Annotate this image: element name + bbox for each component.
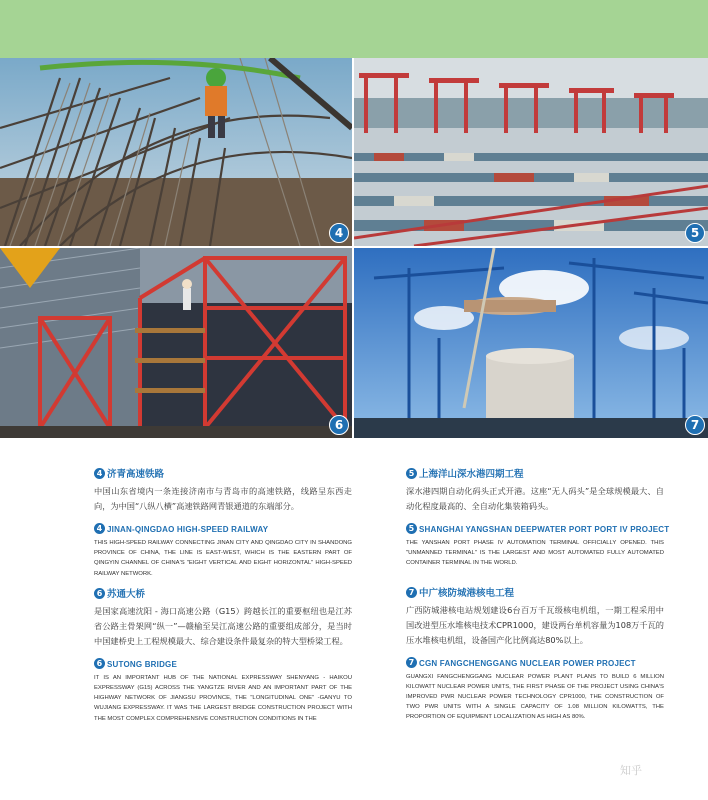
- photo-number-badge: 5: [685, 223, 705, 243]
- nuclear-plant-illustration: [354, 248, 708, 438]
- section-description: IT IS AN IMPORTANT HUB OF THE NATIONAL EXPRESSWAY SHENYANG - HAIKOU EXPRESSWAY (G15) ACROSS THE YANGTZE RIVER AND AN IMPORTANT PART OF THE HIGHWAY NETWORK OF JIANGSU PROVINCE, THE "LONGITUDINAL ONE" -GANYU TO WUJIANG EXPRESSWAY. IT WAS THE LARGEST BRIDGE CONSTRUCTION PROJECT WITH THE MOST COMPLEX COMPREHENSIVE CONSTRUCTION CONDITIONS IN THE: [94, 674, 352, 722]
- caption-fangchenggang-cn: [406, 587, 664, 648]
- section-description: THE YANSHAN PORT PHASE IV AUTOMATION TERMINAL OFFICIALLY OPENED. THIS "UNMANNED TERMINAL" IS THE LARGEST AND MOST AUTOMATED FULLY AUTOMATED CONTAINER TERMINAL IN THE WORLD.: [406, 540, 664, 567]
- section-description: 深水港四期自动化码头正式开港。这座“无人码头”是全球规模最大、自动化程度最高的、全自动化集装箱码头。: [406, 486, 664, 511]
- caption-fangchenggang-en: [406, 657, 664, 723]
- photo-number-badge: 6: [329, 415, 349, 435]
- photo-number-badge: 4: [329, 223, 349, 243]
- section-title: 济青高速铁路: [107, 469, 165, 480]
- watermark: 知乎: [620, 764, 642, 777]
- section-description: 是国家高速沈阳 - 海口高速公路（G15）跨越长江的重要枢纽也是江苏省公路主骨架网“纵一”—赣榆至吴江高速公路的重要组成部分，是当时中国建桥史上工程规模最大、综合建设条件最复杂的特大型桥梁工程。: [94, 605, 352, 646]
- section-title: CGN FANGCHENGGANG NUCLEAR POWER PROJECT: [419, 658, 636, 668]
- section-title: 中广核防城港核电工程: [419, 587, 515, 599]
- photo-nuclear-plant: [354, 248, 708, 438]
- caption-sutong-en: [94, 658, 352, 724]
- caption-sutong-cn: [94, 588, 352, 649]
- photo-number-badge: 7: [685, 415, 705, 435]
- section-number-badge: 5: [406, 523, 417, 534]
- caption-column-right: [406, 468, 670, 732]
- caption-jinan-qingdao-cn: [94, 468, 352, 514]
- top-green-band: [0, 0, 708, 58]
- section-description: GUANGXI FANGCHENGGANG NUCLEAR POWER PLANT PLANS TO BUILD 6 MILLION KILOWATT NUCLEAR POWER UNITS, THE FIRST PHASE OF THE PROJECT USING CHINA'S IMPROVED PWR NUCLEAR POWER TECHNOLOGY CPR1000, THE CONSTRUCTION OF TWO PWR UNITS WITH A SINGLE CAPACITY OF 1.08 MILLION KILOWATTS, THE PROPORTION OF EQUIPMENT LOCALIZATION AS HIGH AS 80%.: [406, 673, 664, 721]
- section-description: 广西防城港核电站规划建设6台百万千瓦级核电机组，一期工程采用中国改进型压水堆核电技术CPR1000，建设两台单机容量为108万千瓦的压水堆核电机组，设备国产化比例高达80%以上。: [406, 604, 664, 645]
- section-number-badge: 4: [94, 468, 105, 479]
- section-number-badge: 6: [94, 658, 105, 669]
- caption-column-left: [94, 468, 352, 733]
- section-title: SUTONG BRIDGE: [107, 659, 178, 669]
- section-number-badge: 7: [406, 587, 417, 598]
- section-number-badge: 7: [406, 657, 417, 668]
- caption-yangshan-cn: [406, 468, 664, 514]
- caption-yangshan-en: [406, 523, 670, 569]
- section-title: 苏通大桥: [107, 588, 146, 600]
- section-description: THIS HIGH-SPEED RAILWAY CONNECTING JINAN CITY AND QINGDAO CITY IN SHANDONG PROVINCE OF CHINA, THE LINE IS EAST-WEST, WHICH IS THE EASTERN PART OF QINGYIN CHANNEL OF CHINA'S "EIGHT VERTICAL AND EIGHT HORIZONTAL" HIGH-SPEED RAILWAY NETWORK.: [94, 540, 352, 577]
- section-number-badge: 6: [94, 588, 105, 599]
- railway-construction-illustration: [0, 58, 352, 246]
- container-port-illustration: [354, 58, 708, 246]
- section-number-badge: 4: [94, 523, 105, 534]
- photo-railway-construction: [0, 58, 352, 246]
- section-title: JINAN-QINGDAO HIGH-SPEED RAILWAY: [107, 525, 269, 534]
- section-title: SHANGHAI YANGSHAN DEEPWATER PORT PORT IV PROJECT: [419, 525, 670, 534]
- bridge-formwork-illustration: [0, 248, 352, 438]
- section-description: 中国山东省境内一条连接济南市与青岛市的高速铁路，线路呈东西走向，为中国“八纵八横”高速铁路网青银通道的东端部分。: [94, 486, 352, 511]
- section-number-badge: 5: [406, 468, 417, 479]
- caption-jinan-qingdao-en: [94, 523, 352, 579]
- photo-container-port: [354, 58, 708, 246]
- photo-bridge-formwork: [0, 248, 352, 438]
- section-title: 上海洋山深水港四期工程: [419, 469, 524, 480]
